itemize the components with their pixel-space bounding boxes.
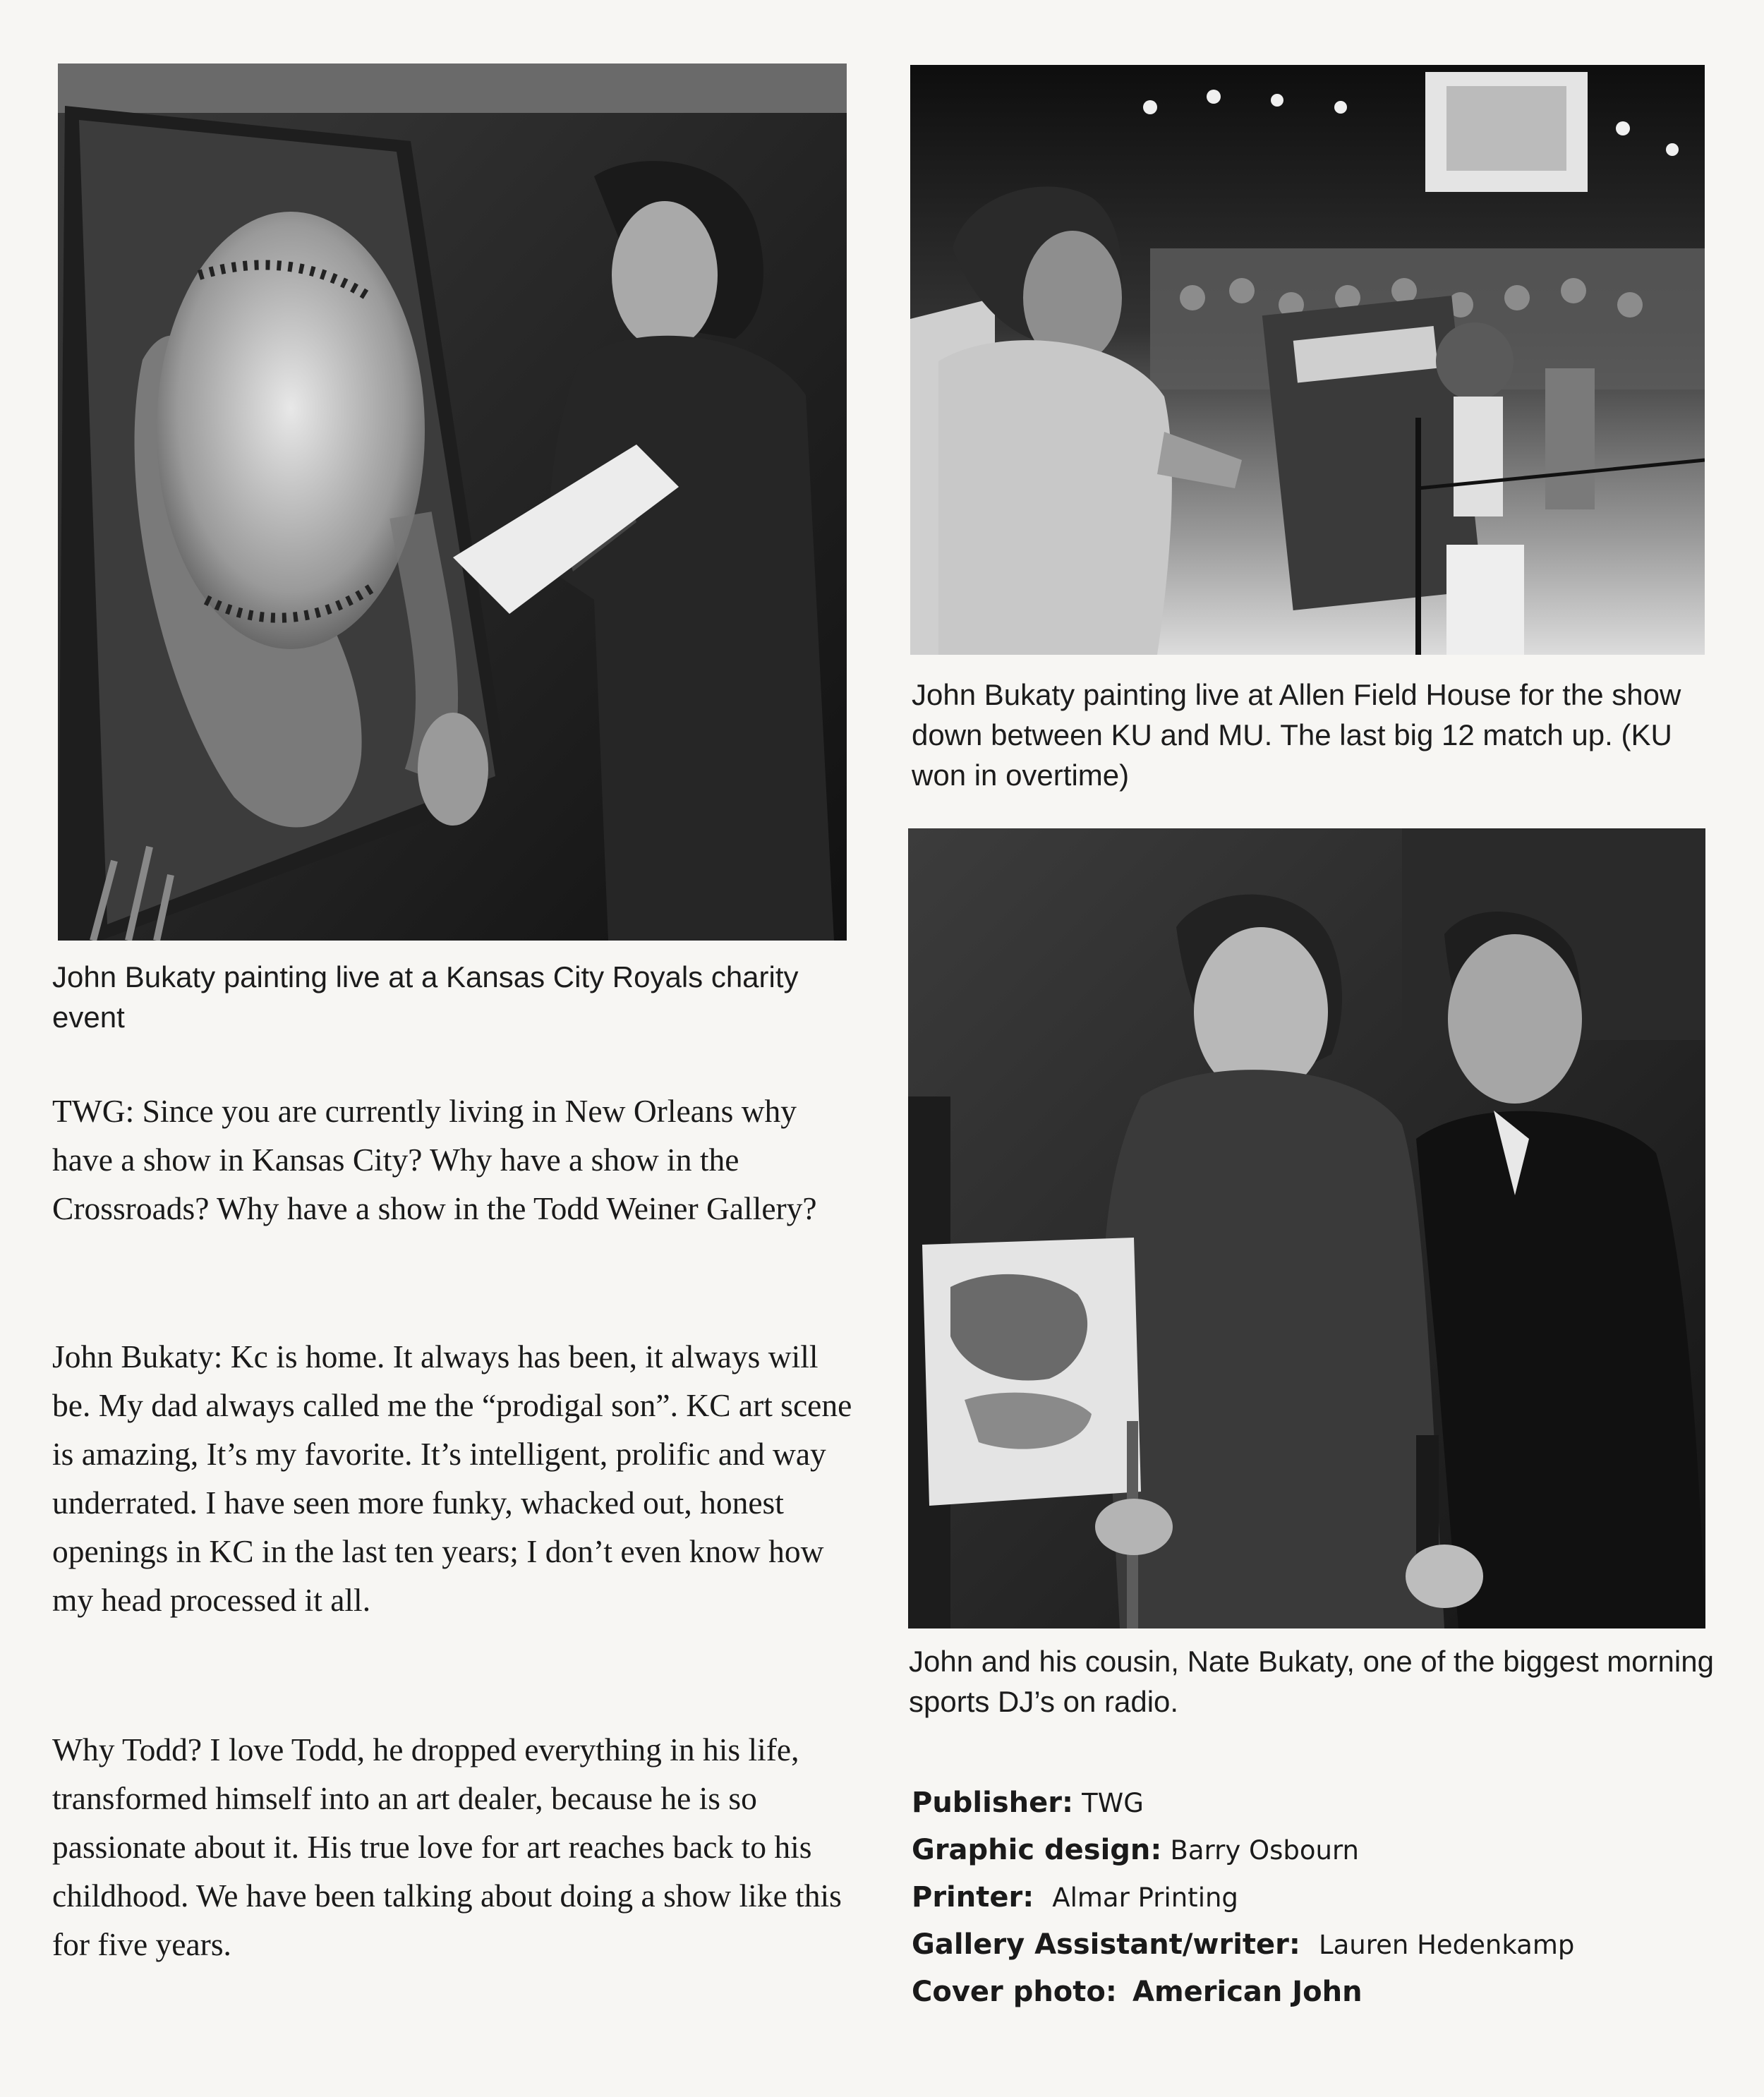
credit-value: American John: [1132, 1976, 1363, 2008]
allen-fieldhouse-caption: John Bukaty painting live at Allen Field House for the show down between KU and MU. The last big 12 match up. (KU won in overtime): [912, 678, 1681, 792]
credit-publisher: [912, 1779, 1723, 1827]
article-paragraph: TWG: Since you are currently living in New Orleans why have a show in Kansas City? Why have a show in the Crossroads? Why have a show in the Todd Weiner Gallery?: [52, 1093, 817, 1226]
credit-value: Almar Printing: [1052, 1883, 1238, 1913]
credit-label: Publisher:: [912, 1787, 1073, 1819]
credit-label: Graphic design:: [912, 1834, 1162, 1866]
credit-value: Barry Osbourn: [1170, 1835, 1359, 1866]
credit-label: Gallery Assistant/writer:: [912, 1928, 1300, 1961]
credit-value: TWG: [1082, 1788, 1144, 1818]
royals-event-caption: John Bukaty painting live at a Kansas City Royals charity event: [52, 960, 799, 1034]
cousin-caption: John and his cousin, Nate Bukaty, one of the biggest morning sports DJ’s on radio.: [909, 1645, 1714, 1718]
credits: [912, 1779, 1723, 2015]
credit-printer: [912, 1874, 1723, 1921]
allen-fieldhouse-photo: [910, 65, 1705, 655]
credit-gallery-assistant: [912, 1921, 1723, 1969]
article-paragraph: John Bukaty: Kc is home. It always has been, it always will be. My dad always called me the “prodigal son”. KC art scene is amazing, It’s my favorite. It’s intelligent, prolific and way underrated. I have seen more funky, whacked out, honest openings in KC in the last ten years; I don’t even know how my head processed it all.: [52, 1338, 852, 1618]
credit-graphic-design: [912, 1827, 1723, 1874]
credit-label: Printer:: [912, 1881, 1034, 1914]
credit-cover-photo: [912, 1969, 1723, 2015]
royals-event-photo: [58, 64, 847, 941]
cousin-photo: [908, 828, 1705, 1628]
credit-value: Lauren Hedenkamp: [1318, 1930, 1575, 1960]
article-paragraph: Why Todd? I love Todd, he dropped everything in his life, transformed himself into an art dealer, because he is so passionate about it. His true love for art reaches back to his childhood. We have been talking about doing a show like this for five years.: [52, 1732, 842, 1962]
credit-label: Cover photo:: [912, 1976, 1117, 2008]
